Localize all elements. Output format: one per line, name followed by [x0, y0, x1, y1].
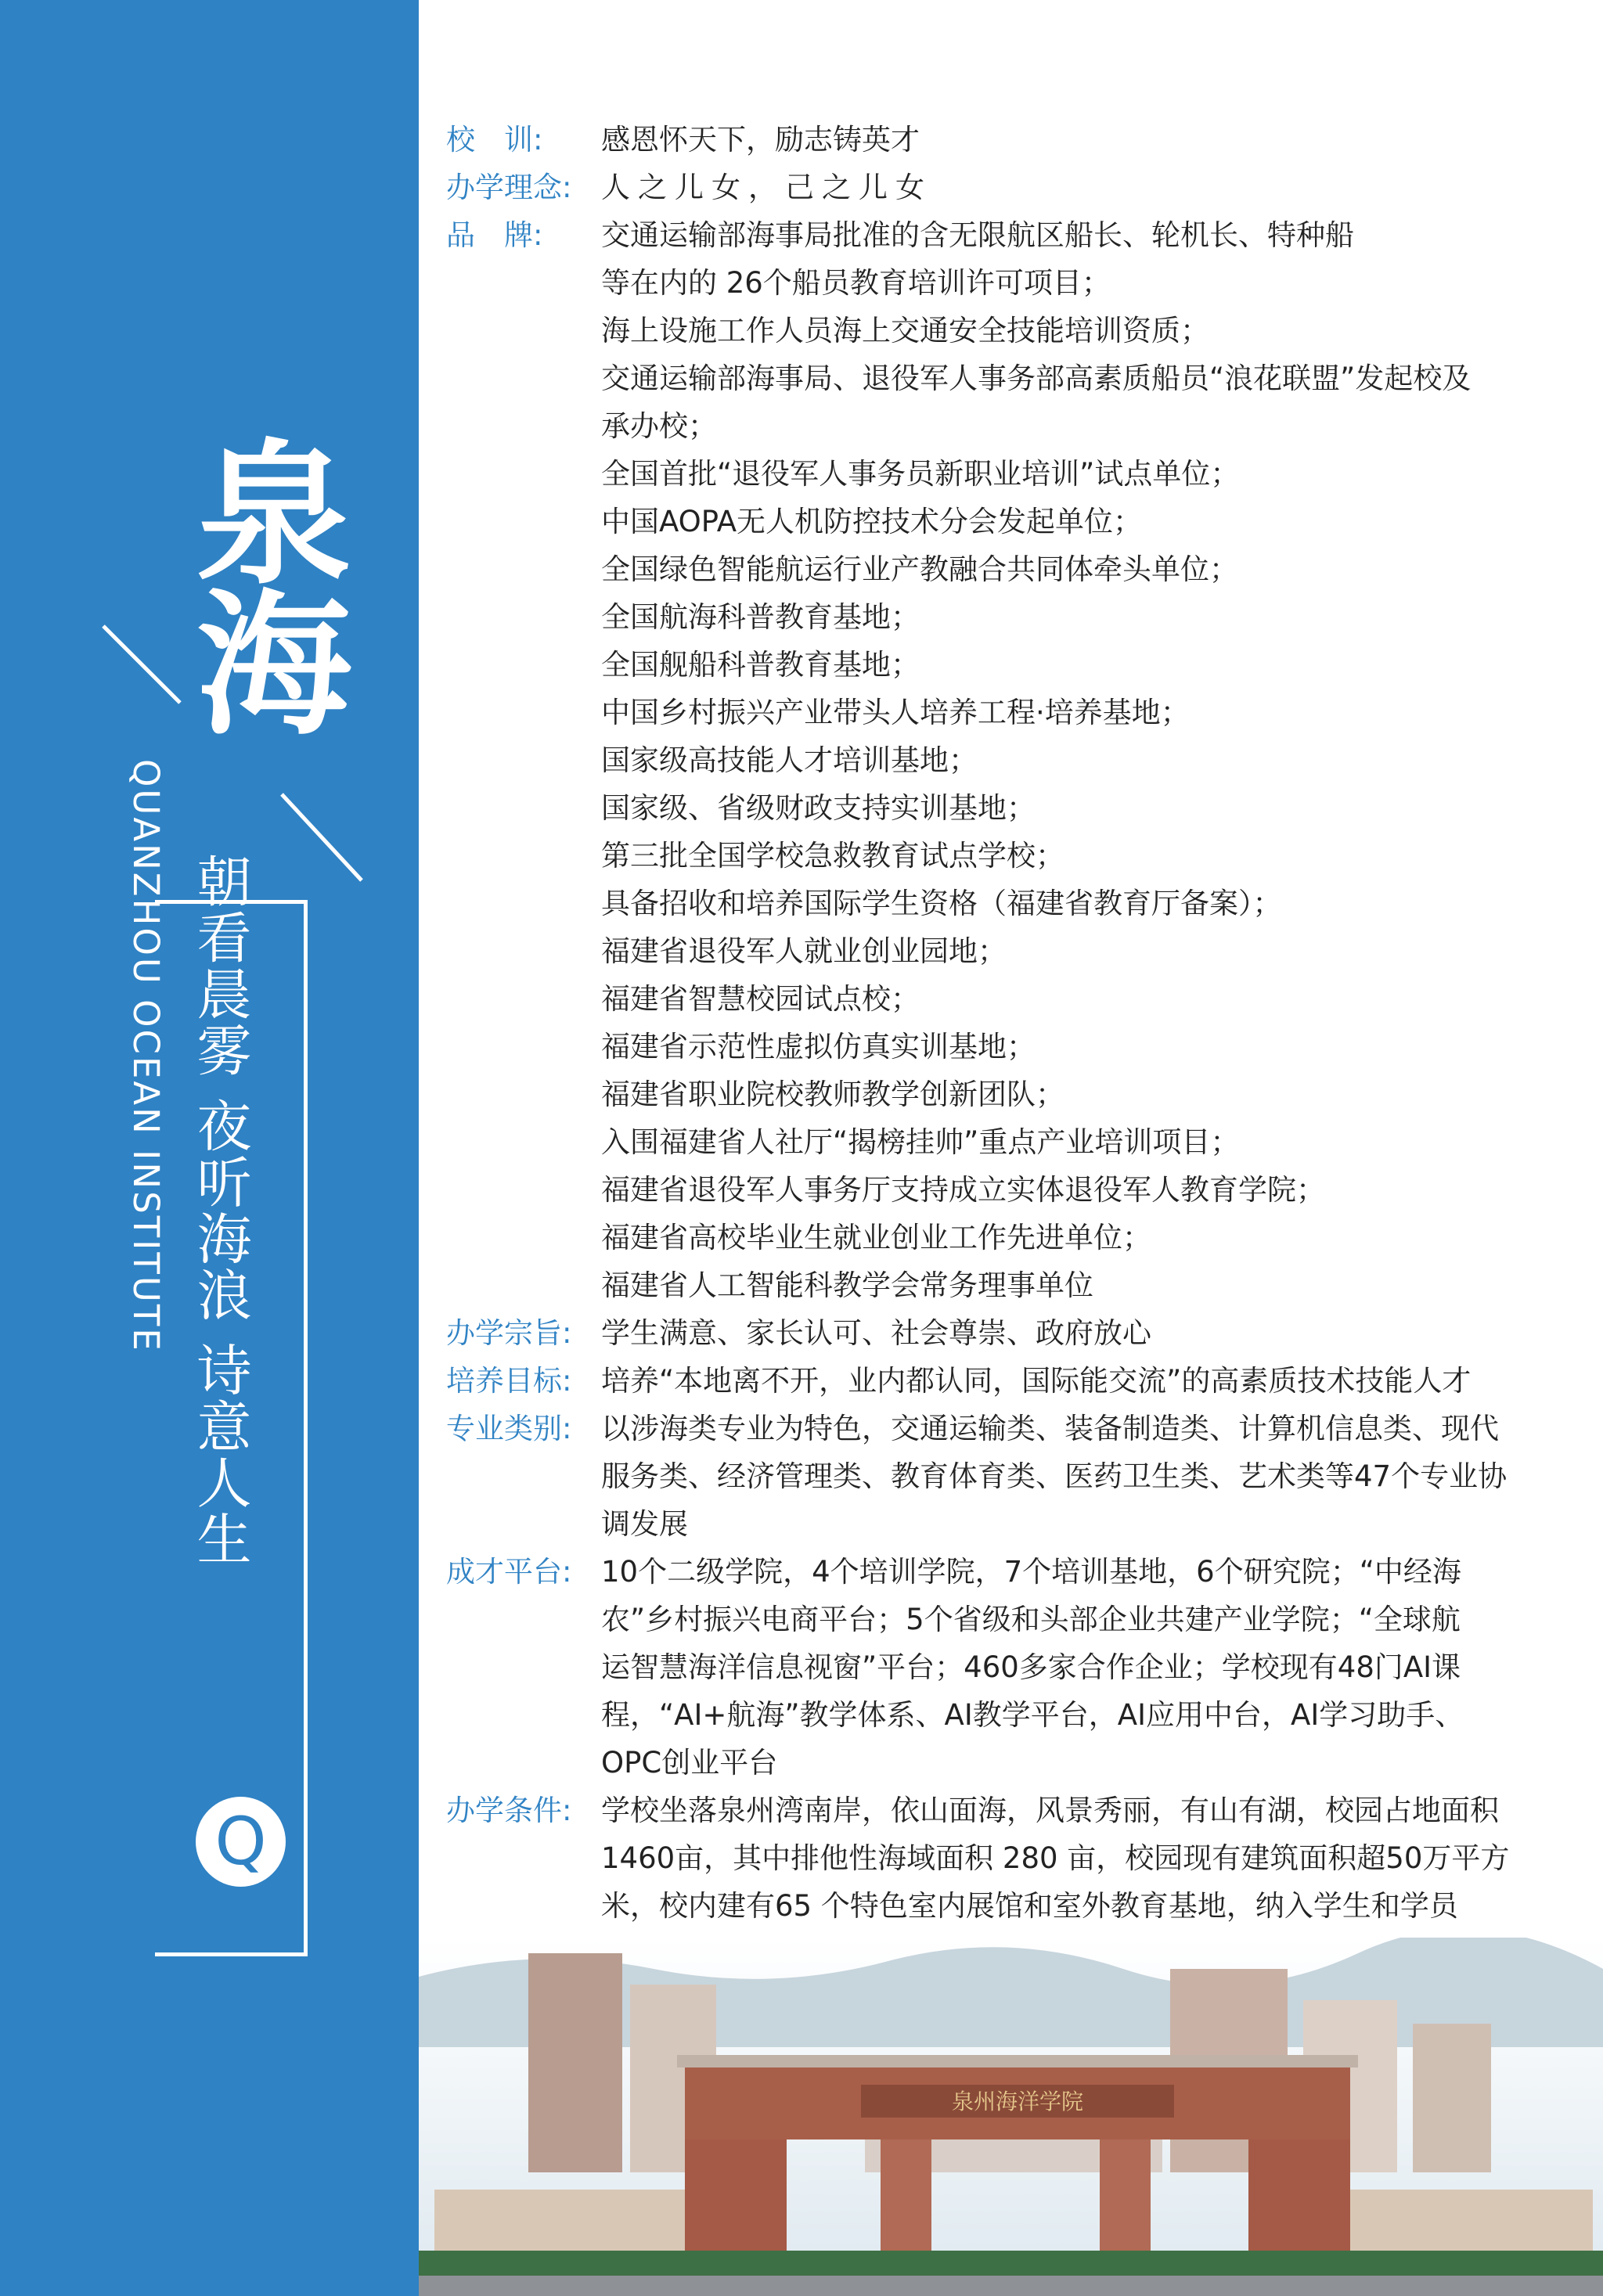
- section-label: 校 训:: [446, 123, 543, 157]
- section-label: 品 牌:: [446, 218, 543, 252]
- section-majors: [446, 1405, 1573, 1548]
- section-label: 办学理念:: [446, 171, 572, 204]
- text-line: 中国AOPA无人机防控技术分会发起单位；: [601, 505, 1143, 538]
- text-line: 感恩怀天下，励志铸英才: [601, 123, 920, 157]
- text-line: 全国首批“退役军人事务员新职业培训”试点单位；: [601, 457, 1240, 491]
- gate-pillar-inner-right: [1100, 2139, 1151, 2265]
- section-label: 培养目标:: [446, 1364, 572, 1398]
- brand-char-hai: 海: [196, 575, 351, 756]
- section-label: 办学条件:: [446, 1794, 572, 1827]
- text-line: 学生满意、家长认可、社会尊崇、政府放心: [601, 1316, 1151, 1350]
- text-line: OPC创业平台: [601, 1746, 778, 1780]
- text-line: 1460亩，其中排他性海域面积 280 亩，校园现有建筑面积超50万平方: [601, 1841, 1510, 1875]
- section-brand-items: [446, 211, 1573, 1309]
- text-line: 交通运输部海事局批准的含无限航区船长、轮机长、特种船: [601, 218, 1354, 252]
- q-logo-icon: Q: [196, 1797, 286, 1887]
- text-line: 海上设施工作人员海上交通安全技能培训资质；: [601, 314, 1209, 347]
- text-line: 福建省退役军人事务厅支持成立实体退役军人教育学院；: [601, 1173, 1325, 1207]
- building-right-3: [1413, 2024, 1491, 2172]
- slash-line-bottom: [282, 794, 362, 880]
- text-line: 调发展: [601, 1507, 688, 1541]
- text-line: 培养“本地离不开，业内都认同，国际能交流”的高素质技术技能人才: [601, 1364, 1472, 1398]
- slogan: 朝看晨雾 夜听海浪 诗意人生: [188, 853, 252, 1567]
- text-line: 福建省退役军人就业创业园地；: [601, 934, 1007, 968]
- english-name: QUANZHOU OCEAN INSTITUTE: [125, 759, 167, 1353]
- section-value: [601, 211, 1573, 1309]
- text-line: 学校坐落泉州湾南岸，依山面海，风景秀丽，有山有湖，校园占地面积: [601, 1794, 1499, 1827]
- text-line: 福建省人工智能科教学会常务理事单位: [601, 1269, 1093, 1302]
- text-line: 服务类、经济管理类、教育体育类、医药卫生类、艺术类等47个专业协: [601, 1459, 1508, 1493]
- section-label: 成才平台:: [446, 1555, 572, 1589]
- text-line: 福建省职业院校教师教学创新团队；: [601, 1078, 1064, 1111]
- text-line: 全国舰船科普教育基地；: [601, 648, 920, 682]
- section-value: [601, 116, 1573, 164]
- text-line: 全国绿色智能航运行业产教融合共同体牵头单位；: [601, 552, 1238, 586]
- section-label: 专业类别:: [446, 1412, 572, 1445]
- text-line: 福建省示范性虚拟仿真实训基地；: [601, 1030, 1036, 1063]
- text-line: 农”乡村振兴电商平台；5个省级和头部企业共建产业学院；“全球航: [601, 1603, 1461, 1636]
- text-line: 入围福建省人社厅“揭榜挂帅”重点产业培训项目；: [601, 1125, 1240, 1159]
- section-platform: [446, 1548, 1573, 1787]
- text-line: 中国乡村振兴产业带头人培养工程·培养基地；: [601, 696, 1190, 729]
- section-value: [601, 164, 1573, 211]
- text-line: 国家级、省级财政支持实训基地；: [601, 791, 1036, 825]
- text-line: 运智慧海洋信息视窗”平台；460多家合作企业；学校现有48门AI课: [601, 1650, 1461, 1684]
- slash-line-top: [103, 626, 180, 703]
- section-purpose: [446, 1309, 1573, 1357]
- text-line: 人之儿女，己之儿女: [601, 171, 932, 204]
- gate-pillar-right: [1248, 2139, 1350, 2265]
- gate-cap: [677, 2055, 1358, 2067]
- campus-gate-illustration: [419, 1938, 1603, 2296]
- sidebar-banner: [0, 0, 419, 2296]
- text-line: 福建省智慧校园试点校；: [601, 982, 920, 1016]
- text-line: 以涉海类专业为特色，交通运输类、装备制造类、计算机信息类、现代: [601, 1412, 1499, 1445]
- gate-pillar-inner-left: [881, 2139, 931, 2265]
- gate-pillar-left: [685, 2139, 787, 2265]
- text-line: 程，“AI+航海”教学体系、AI教学平台，AI应用中台，AI学习助手、: [601, 1698, 1464, 1732]
- section-value: [601, 1548, 1573, 1787]
- text-line: 具备招收和培养国际学生资格（福建省教育厅备案）；: [601, 887, 1282, 920]
- section-value: [601, 1357, 1573, 1405]
- section-value: [601, 1405, 1573, 1548]
- section-philosophy: [446, 164, 1573, 211]
- text-line: 福建省高校毕业生就业创业工作先进单位；: [601, 1221, 1151, 1254]
- text-line: 国家级高技能人才培训基地；: [601, 743, 978, 777]
- section-goal: [446, 1357, 1573, 1405]
- section-motto: [446, 116, 1573, 164]
- text-line: 承办校；: [601, 409, 717, 443]
- section-label: 办学宗旨:: [446, 1316, 572, 1350]
- text-line: 10个二级学院，4个培训学院，7个培训基地，6个研究院；“中经海: [601, 1555, 1461, 1589]
- brand-char-quan: 泉: [196, 425, 351, 606]
- text-line: 等在内的 26个船员教育培训许可项目；: [601, 266, 1111, 300]
- text-line: 全国航海科普教育基地；: [601, 600, 920, 634]
- text-line: 米，校内建有65 个特色室内展馆和室外教育基地，纳入学生和学员: [601, 1889, 1458, 1923]
- info-list: [446, 116, 1573, 2025]
- road: [419, 2276, 1603, 2296]
- building-left: [528, 1953, 622, 2172]
- section-value: [601, 1309, 1573, 1357]
- gate-sign: 泉州海洋学院: [951, 2089, 1084, 2114]
- text-line: 交通运输部海事局、退役军人事务部高素质船员“浪花联盟”发起校及: [601, 362, 1472, 395]
- text-line: 第三批全国学校急救教育试点学校；: [601, 839, 1064, 873]
